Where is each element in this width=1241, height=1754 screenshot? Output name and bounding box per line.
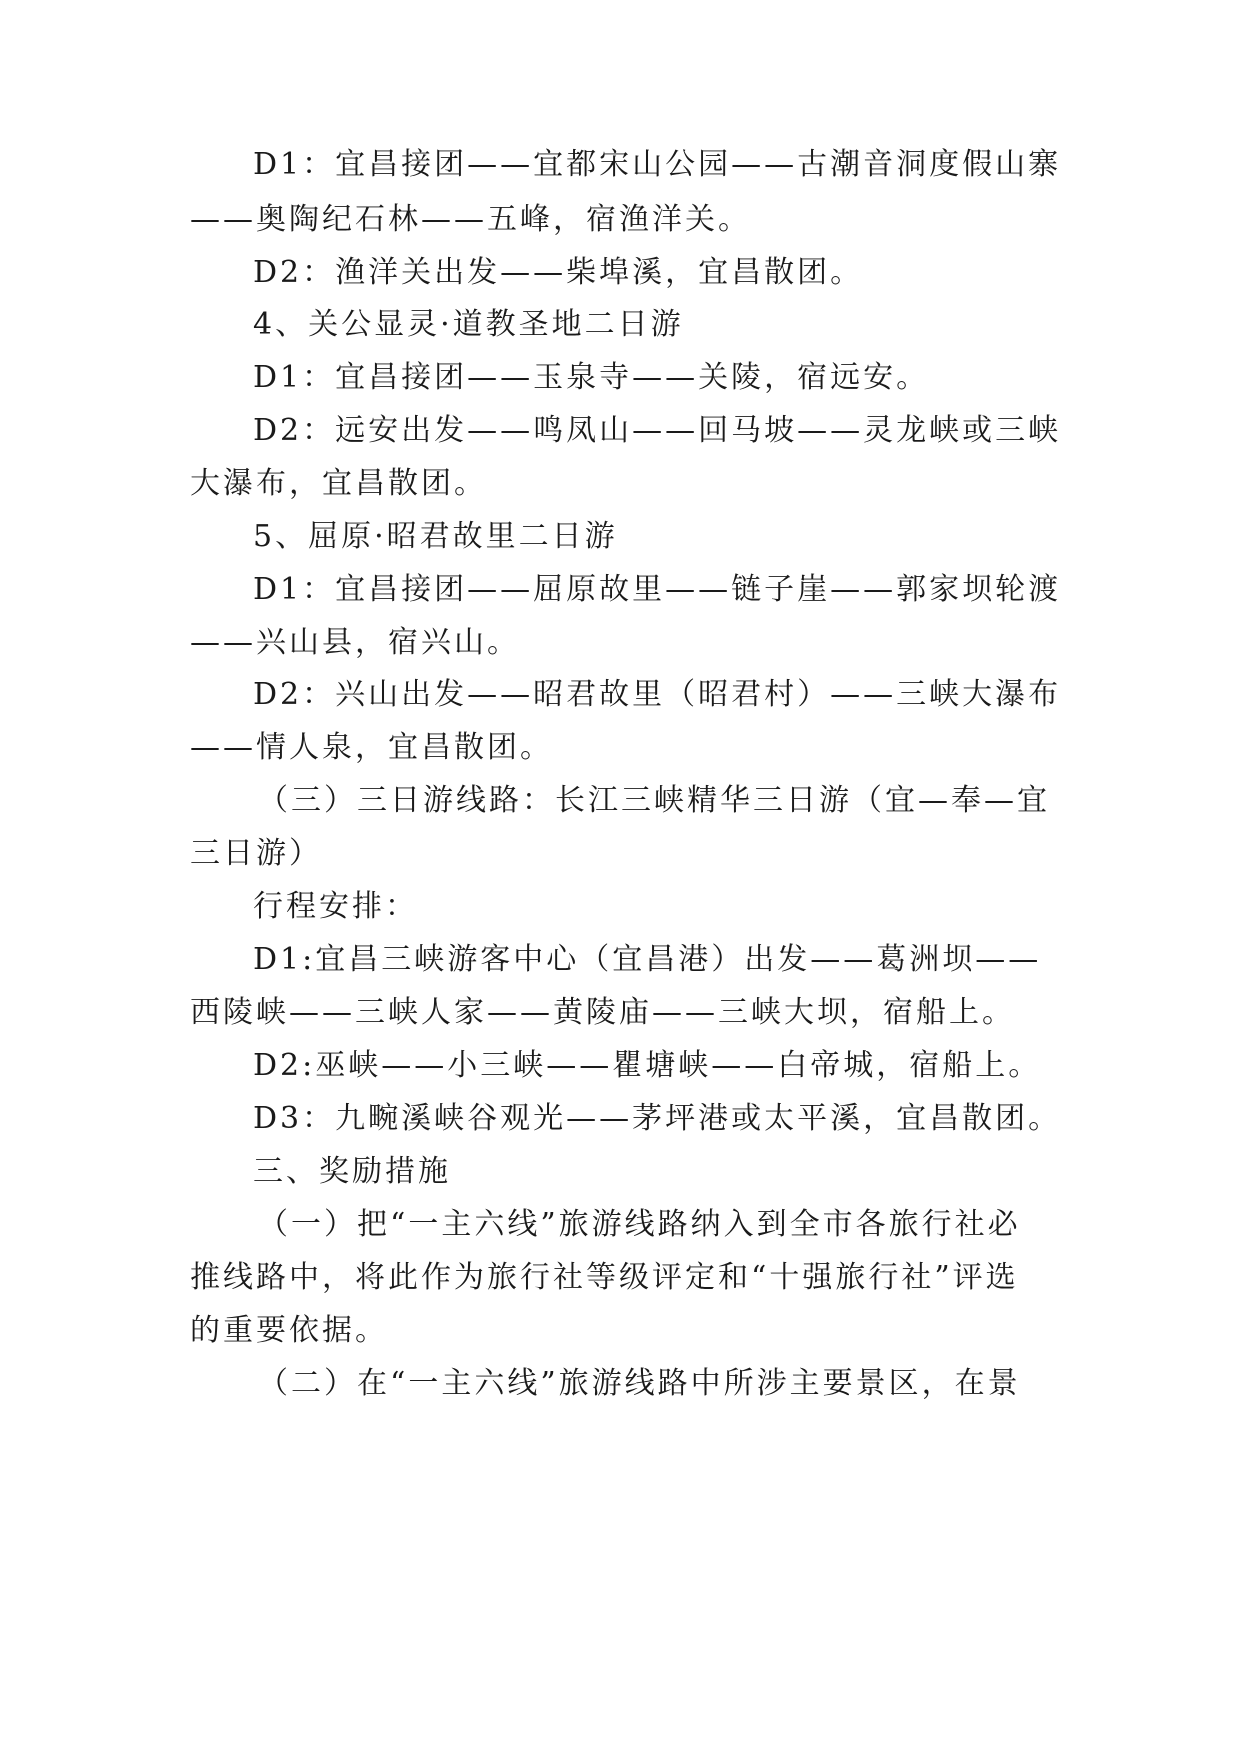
text-line: 三日游）: [190, 836, 322, 871]
section-heading: （三）三日游线路：长江三峡精华三日游（宜—奉—宜: [258, 783, 1050, 818]
text-line: D1：宜昌接团——屈原故里——链子崖——郭家坝轮渡: [253, 572, 1062, 607]
text-line: 西陵峡——三峡人家——黄陵庙——三峡大坝，宿船上。: [190, 995, 1015, 1030]
section-heading: 4、关公显灵·道教圣地二日游: [253, 307, 684, 342]
text-line: 的重要依据。: [190, 1313, 388, 1348]
text-line: D2：兴山出发——昭君故里（昭君村）——三峡大瀑布: [253, 677, 1062, 712]
text-line: 大瀑布，宜昌散团。: [190, 466, 487, 501]
text-line: （二）在“一主六线”旅游线路中所涉主要景区，在景: [258, 1366, 1021, 1401]
text-line: D1：宜昌接团——玉泉寺——关陵，宿远安。: [253, 360, 930, 395]
text-line: D2：远安出发——鸣凤山——回马坡——灵龙峡或三峡: [253, 413, 1062, 448]
text-line: ——兴山县，宿兴山。: [190, 625, 520, 660]
text-line: D2：渔洋关出发——柴埠溪，宜昌散团。: [253, 255, 864, 290]
text-line: D1:宜昌三峡游客中心（宜昌港）出发——葛洲坝——: [253, 942, 1042, 977]
section-heading: 三、奖励措施: [253, 1154, 451, 1189]
text-line: D2:巫峡——小三峡——瞿塘峡——白帝城，宿船上。: [253, 1048, 1042, 1083]
text-line: 推线路中，将此作为旅行社等级评定和“十强旅行社”评选: [190, 1260, 1019, 1295]
text-line: 行程安排：: [253, 889, 418, 924]
text-line: ——情人泉，宜昌散团。: [190, 730, 553, 765]
text-line: ——奥陶纪石林——五峰，宿渔洋关。: [190, 202, 751, 237]
text-line: D3：九畹溪峡谷观光——茅坪港或太平溪，宜昌散团。: [253, 1101, 1062, 1136]
text-line: （一）把“一主六线”旅游线路纳入到全市各旅行社必: [258, 1207, 1021, 1242]
text-line: D1：宜昌接团——宜都宋山公园——古潮音洞度假山寨: [253, 147, 1062, 182]
section-heading: 5、屈原·昭君故里二日游: [253, 519, 618, 554]
